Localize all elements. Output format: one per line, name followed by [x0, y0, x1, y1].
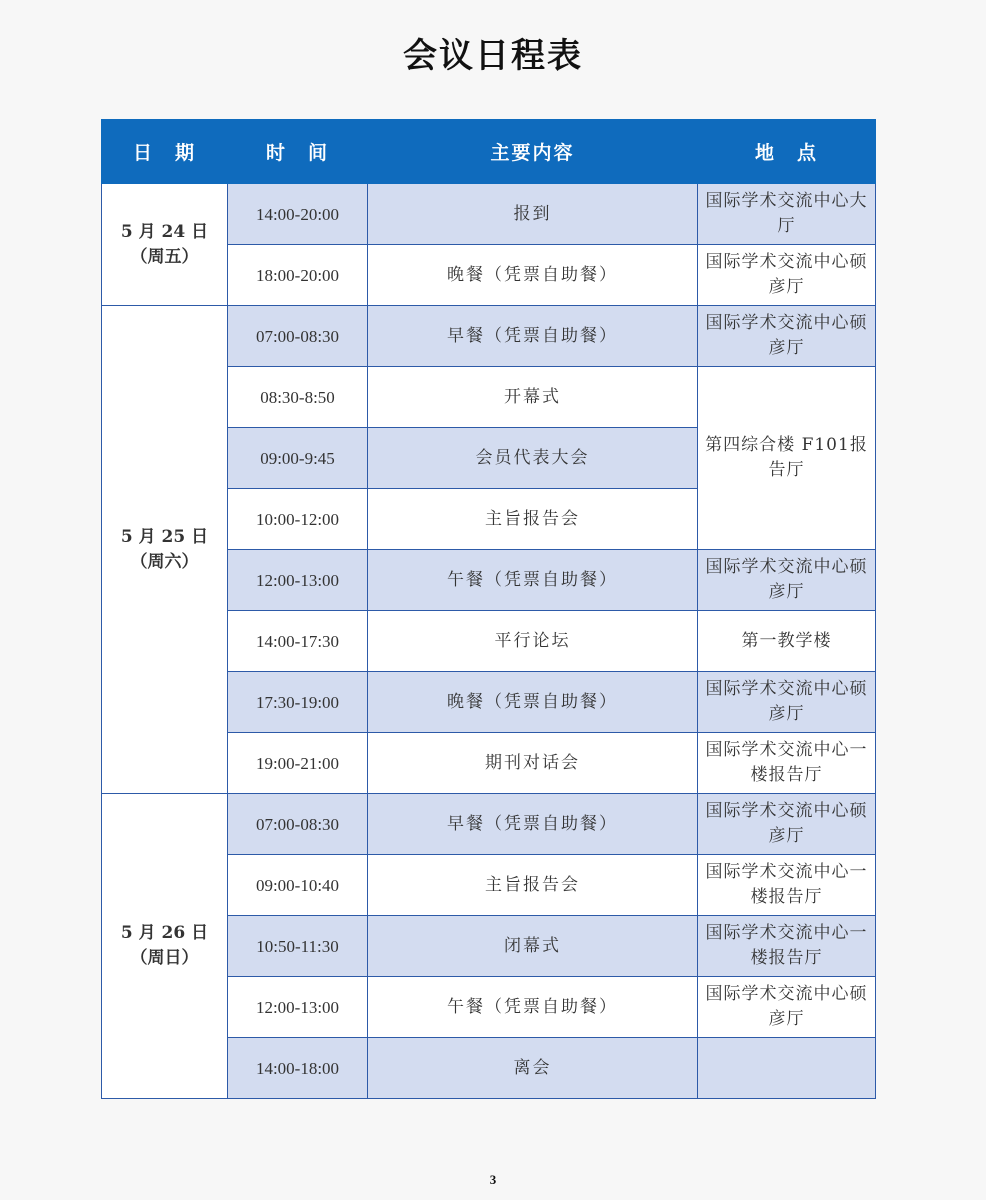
- table-row: [102, 306, 876, 367]
- place-cell: 国际学术交流中心硕彦厅: [698, 977, 876, 1038]
- content-cell: 会员代表大会: [368, 428, 698, 489]
- content-cell: 平行论坛: [368, 611, 698, 672]
- place-cell: 国际学术交流中心硕彦厅: [698, 672, 876, 733]
- content-cell: 午餐（凭票自助餐）: [368, 550, 698, 611]
- time-cell: 07:00-08:30: [228, 794, 368, 855]
- time-cell: 12:00-13:00: [228, 977, 368, 1038]
- table-row: [102, 794, 876, 855]
- time-cell: 09:00-9:45: [228, 428, 368, 489]
- place-cell: 第四综合楼 F101报告厅: [698, 367, 876, 550]
- place-cell: 国际学术交流中心硕彦厅: [698, 306, 876, 367]
- content-cell: 开幕式: [368, 367, 698, 428]
- content-cell: 午餐（凭票自助餐）: [368, 977, 698, 1038]
- time-cell: 17:30-19:00: [228, 672, 368, 733]
- time-cell: 08:30-8:50: [228, 367, 368, 428]
- date-label: 5 月 24 日: [120, 221, 209, 242]
- content-cell: 报到: [368, 184, 698, 245]
- time-cell: 10:50-11:30: [228, 916, 368, 977]
- header-date: 日 期: [102, 120, 228, 184]
- weekday-label: （周日）: [130, 948, 199, 968]
- date-label: 5 月 26 日: [120, 923, 209, 943]
- date-label: 5 月 25 日: [120, 526, 209, 547]
- place-cell: 国际学术交流中心硕彦厅: [698, 794, 876, 855]
- schedule-table: [101, 119, 876, 1099]
- content-cell: 主旨报告会: [368, 489, 698, 550]
- content-cell: 期刊对话会: [368, 733, 698, 794]
- page-title: 会议日程表: [403, 36, 583, 76]
- place-cell: 国际学术交流中心一楼报告厅: [698, 916, 876, 977]
- time-cell: 07:00-08:30: [228, 306, 368, 367]
- place-cell: 国际学术交流中心硕彦厅: [698, 245, 876, 306]
- content-cell: 离会: [368, 1038, 698, 1099]
- page-number: 3: [489, 1172, 497, 1187]
- header-place: 地 点: [698, 120, 876, 184]
- time-cell: 14:00-18:00: [228, 1038, 368, 1099]
- content-cell: 早餐（凭票自助餐）: [368, 306, 698, 367]
- header-content: 主要内容: [368, 120, 698, 184]
- date-cell: [102, 184, 228, 306]
- weekday-label: （周五）: [130, 246, 199, 267]
- content-cell: 主旨报告会: [368, 855, 698, 916]
- content-cell: 晚餐（凭票自助餐）: [368, 245, 698, 306]
- header-row: [102, 120, 876, 184]
- content-cell: 闭幕式: [368, 916, 698, 977]
- content-cell: 早餐（凭票自助餐）: [368, 794, 698, 855]
- content-cell: 晚餐（凭票自助餐）: [368, 672, 698, 733]
- time-cell: 12:00-13:00: [228, 550, 368, 611]
- header-time: 时 间: [228, 120, 368, 184]
- time-cell: 14:00-20:00: [228, 184, 368, 245]
- time-cell: 19:00-21:00: [228, 733, 368, 794]
- date-cell: [102, 794, 228, 1099]
- time-cell: 10:00-12:00: [228, 489, 368, 550]
- time-cell: 14:00-17:30: [228, 611, 368, 672]
- place-cell: 国际学术交流中心一楼报告厅: [698, 733, 876, 794]
- time-cell: 09:00-10:40: [228, 855, 368, 916]
- time-cell: 18:00-20:00: [228, 245, 368, 306]
- place-cell: 第一教学楼: [698, 611, 876, 672]
- place-cell: [698, 1038, 876, 1099]
- place-cell: 国际学术交流中心一楼报告厅: [698, 855, 876, 916]
- date-cell: [102, 306, 228, 794]
- weekday-label: （周六）: [130, 551, 199, 572]
- table-row: [102, 184, 876, 245]
- place-cell: 国际学术交流中心硕彦厅: [698, 550, 876, 611]
- place-cell: 国际学术交流中心大厅: [698, 184, 876, 245]
